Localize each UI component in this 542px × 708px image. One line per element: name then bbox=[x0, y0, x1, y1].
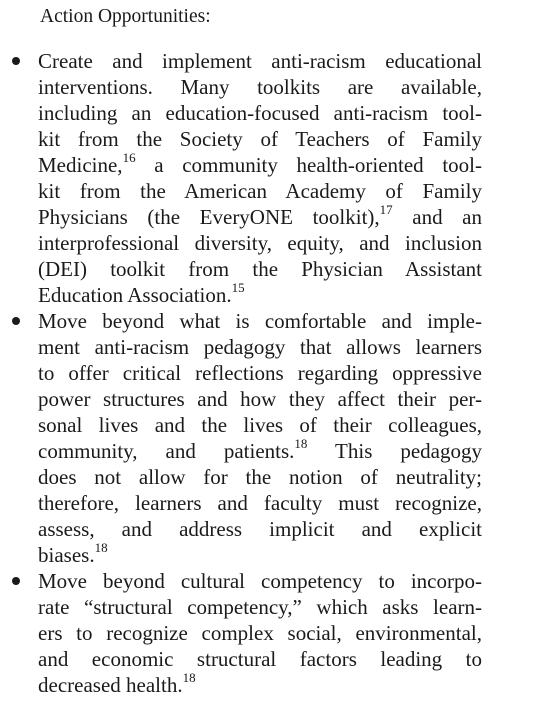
text-line: rate “structural competency,” which asks learn- bbox=[38, 595, 482, 619]
text-line: ment anti-racism pedagogy that allows learners bbox=[38, 335, 482, 359]
text-line: Create and implement anti-racism educational bbox=[38, 49, 482, 73]
text-line: ers to recognize complex social, environmental, bbox=[38, 621, 482, 645]
section-heading: Action Opportunities: bbox=[40, 6, 211, 27]
text-line: kit from the Society of Teachers of Family bbox=[38, 127, 482, 151]
text-line: power structures and how they affect their per- bbox=[38, 387, 482, 411]
text-line: kit from the American Academy of Family bbox=[38, 179, 482, 203]
text-line: and economic structural factors leading to bbox=[38, 647, 482, 671]
text-line: Move beyond cultural competency to incorpo- bbox=[38, 569, 482, 593]
citation-superscript: 17 bbox=[379, 202, 393, 217]
text-line: assess, and address implicit and explicit bbox=[38, 517, 482, 541]
bullet-dot-icon bbox=[12, 577, 20, 585]
text-line: Move beyond what is comfortable and imple- bbox=[38, 309, 482, 333]
citation-superscript: 18 bbox=[94, 540, 108, 555]
bullet-dot-icon bbox=[12, 57, 20, 65]
text-line: interventions. Many toolkits are available, bbox=[38, 75, 482, 99]
bullet-item bbox=[0, 308, 482, 568]
citation-superscript: 16 bbox=[122, 150, 136, 165]
text-line: sonal lives and the lives of their colleagues, bbox=[38, 413, 482, 437]
text-line: decreased health.$^{18}$ bbox=[38, 670, 196, 697]
bullet-item bbox=[0, 568, 482, 698]
text-line: community, and patients.$^{18}$ This pedagogy bbox=[38, 436, 482, 463]
citation-superscript: 15 bbox=[231, 280, 245, 295]
text-line: to offer critical reflections regarding oppressive bbox=[38, 361, 482, 385]
citation-superscript: 18 bbox=[294, 436, 308, 451]
text-line: interprofessional diversity, equity, and inclusion bbox=[38, 231, 482, 255]
citation-superscript: 18 bbox=[182, 670, 196, 685]
action-list bbox=[0, 48, 542, 698]
text-line: Medicine,$^{16}$ a community health-oriented tool- bbox=[38, 150, 482, 177]
text-line: including an education-focused anti-racism tool- bbox=[38, 101, 482, 125]
text-line: does not allow for the notion of neutrality; bbox=[38, 465, 482, 489]
bullet-item bbox=[0, 48, 482, 308]
bullet-dot-icon bbox=[12, 317, 20, 325]
text-line: biases.$^{18}$ bbox=[38, 540, 108, 567]
text-line: therefore, learners and faculty must recognize, bbox=[38, 491, 482, 515]
text-line: Physicians (the EveryONE toolkit),$^{17}$ and an bbox=[38, 202, 482, 229]
text-line: Education Association.$^{15}$ bbox=[38, 280, 245, 307]
text-line: (DEI) toolkit from the Physician Assistant bbox=[38, 257, 482, 281]
